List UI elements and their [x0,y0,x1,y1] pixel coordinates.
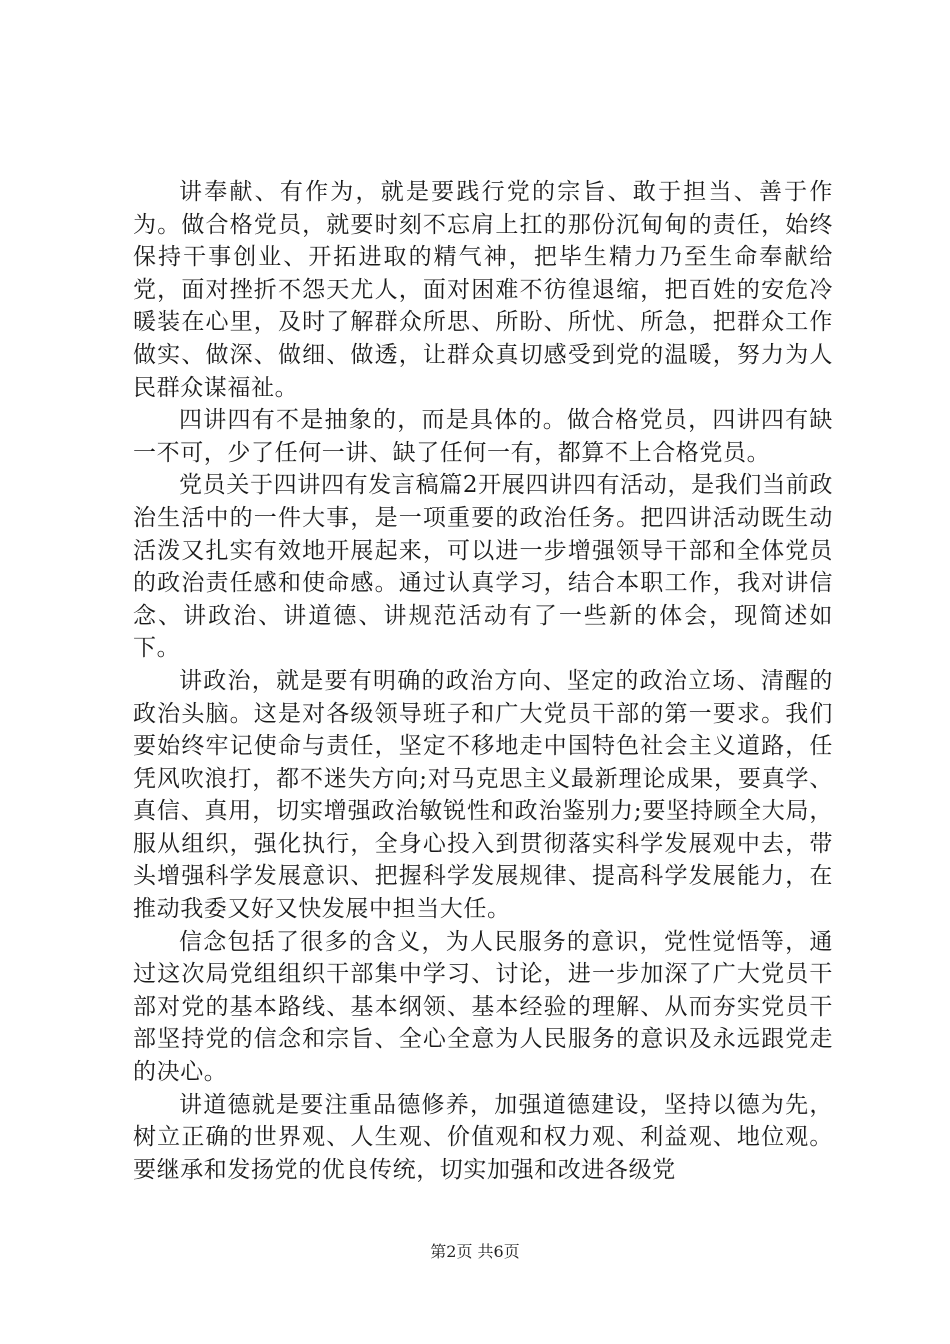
page-footer: 第2页 共6页 [430,1242,520,1261]
paragraph-6: 讲道德就是要注重品德修养，加强道德建设，坚持以德为先，树立正确的世界观、人生观、价值观和权力观、利益观、地位观。要继承和发扬党的优良传统，切实加强和改进各级党 [133,1091,833,1183]
paragraph-1: 讲奉献、有作为，就是要践行党的宗旨、敢于担当、善于作为。做合格党员，就要时刻不忘肩上扛的那份沉甸甸的责任，始终保持干事创业、开拓进取的精气神，把毕生精力乃至生命奉献给党，面对挫折不怨天尤人，面对困难不彷徨退缩，把百姓的安危冷暖装在心里，及时了解群众所思、所盼、所忧、所急，把群众工作做实、做深、做细、做透，让群众真切感受到党的温暖，努力为人民群众谋福祉。 [133,179,833,401]
document-body [133,176,833,1186]
paragraph-2: 四讲四有不是抽象的，而是具体的。做合格党员，四讲四有缺一不可，少了任何一讲、缺了任何一有，都算不上合格党员。 [133,407,833,466]
paragraph-3: 党员关于四讲四有发言稿篇2开展四讲四有活动，是我们当前政治生活中的一件大事，是一项重要的政治任务。把四讲活动既生动活泼又扎实有效地开展起来，可以进一步增强领导干部和全体党员的政治责任感和使命感。通过认真学习，结合本职工作，我对讲信念、讲政治、讲道德、讲规范活动有了一些新的体会，现简述如下。 [133,472,833,662]
paragraph-5: 信念包括了很多的含义，为人民服务的意识，党性觉悟等，通过这次局党组组织干部集中学习、讨论，进一步加深了广大党员干部对党的基本路线、基本纲领、基本经验的理解、从而夯实党员干部坚持党的信念和宗旨、全心全意为人民服务的意识及永远跟党走的决心。 [133,928,833,1086]
paragraph-4: 讲政治，就是要有明确的政治方向、坚定的政治立场、清醒的政治头脑。这是对各级领导班子和广大党员干部的第一要求。我们要始终牢记使命与责任，坚定不移地走中国特色社会主义道路，任凭风吹浪打，都不迷失方向;对马克思主义最新理论成果，要真学、真信、真用，切实增强政治敏锐性和政治鉴别力;要坚持顾全大局，服从组织，强化执行，全身心投入到贯彻落实科学发展观中去，带头增强科学发展意识、把握科学发展规律、提高科学发展能力，在推动我委又好又快发展中担当大任。 [133,667,833,923]
